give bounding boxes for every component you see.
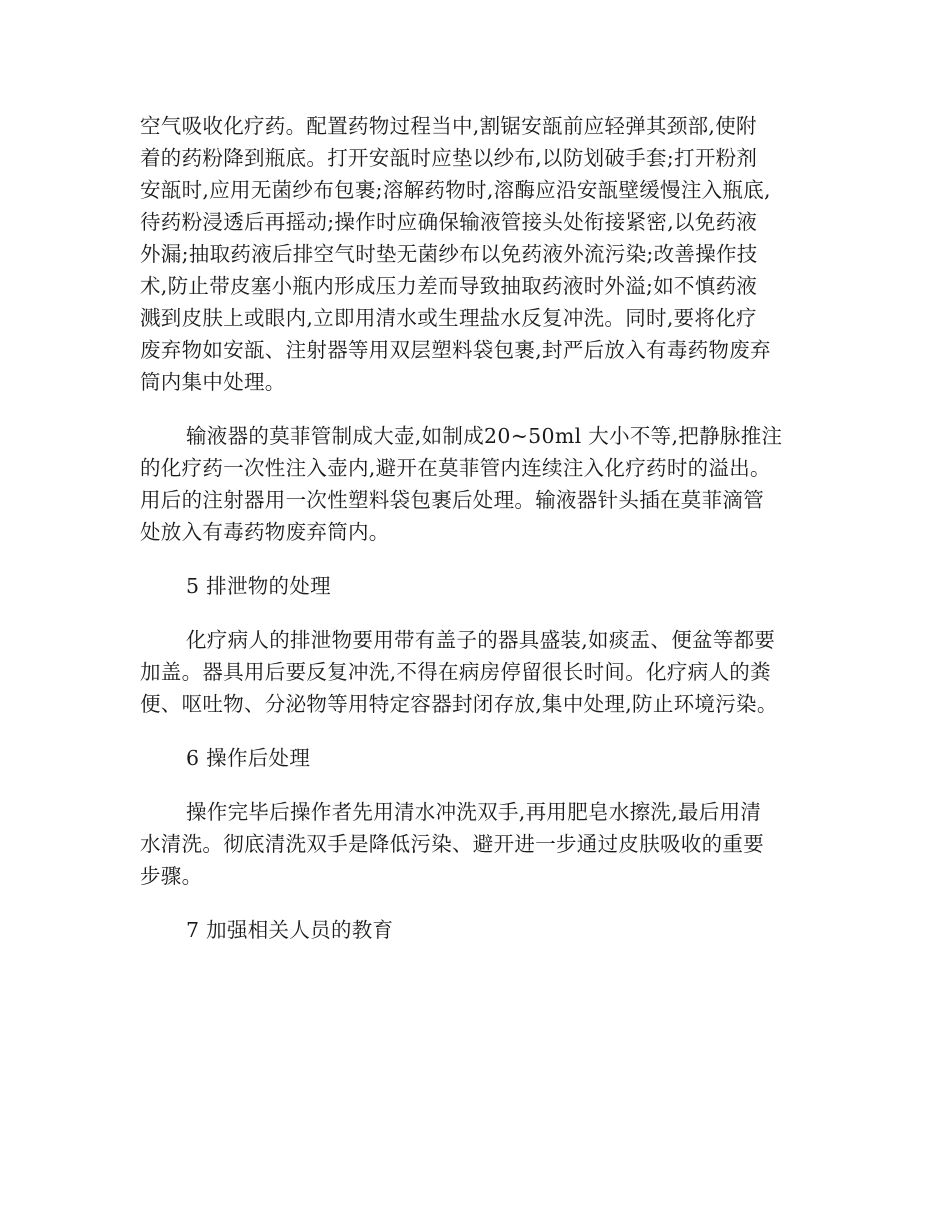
- paragraph-spacer: [140, 602, 820, 624]
- text-line: 输液器的莫菲管制成大壶,如制成20~50ml 大小不等,把静脉推注: [186, 424, 783, 448]
- text-line: 处放入有毒药物废弃筒内。: [140, 520, 390, 544]
- text-line: 加盖。器具用后要反复冲洗,不得在病房停留很长时间。化疗病人的粪: [140, 660, 771, 684]
- text-line: 用后的注射器用一次性塑料袋包裹后处理。输液器针头插在莫菲滴管: [140, 488, 764, 512]
- paragraph-spacer: [140, 774, 820, 796]
- text-line: 术,防止带皮塞小瓶内形成压力差而导致抽取药液时外溢;如不慎药液: [140, 274, 758, 298]
- text-line: 步骤。: [140, 864, 203, 888]
- text-line: 安瓿时,应用无菌纱布包裹;溶解药物时,溶酶应沿安瓿壁缓慢注入瓶底,: [140, 178, 771, 202]
- paragraph-excreta: [140, 624, 820, 720]
- text-line: 外漏;抽取药液后排空气时垫无菌纱布以免药液外流污染;改善操作技: [140, 242, 758, 266]
- text-line: 的化疗药一次性注入壶内,避开在莫菲管内连续注入化疗药时的溢出。: [140, 456, 771, 480]
- paragraph-spacer: [140, 548, 820, 570]
- paragraph-spacer: [140, 720, 820, 742]
- paragraph-safe-preparation: [140, 110, 820, 398]
- paragraph-spacer: [140, 892, 820, 914]
- text-line: 着的药粉降到瓶底。打开安瓿时应垫以纱布,以防划破手套;打开粉剂: [140, 146, 758, 170]
- section-heading-6: 6 操作后处理: [186, 746, 311, 770]
- paragraph-post-operation: [140, 796, 820, 892]
- paragraph-infusion-set: [140, 420, 820, 548]
- text-line: 空气吸收化疗药。配置药物过程当中,割锯安瓿前应轻弹其颈部,使附: [140, 114, 757, 138]
- text-line: 待药粉浸透后再摇动;操作时应确保输液管接头处衔接紧密,以免药液: [140, 210, 758, 234]
- text-line: 废弃物如安瓿、注射器等用双层塑料袋包裹,封严后放入有毒药物废弃: [140, 338, 771, 362]
- document-body: [140, 110, 820, 946]
- text-line: 操作完毕后操作者先用清水冲洗双手,再用肥皂水擦洗,最后用清: [186, 800, 762, 824]
- text-line: 化疗病人的排泄物要用带有盖子的器具盛装,如痰盂、便盆等都要: [186, 628, 776, 652]
- text-line: 水清洗。彻底清洗双手是降低污染、避开进一步通过皮肤吸收的重要: [140, 832, 764, 856]
- paragraph-spacer: [140, 398, 820, 420]
- text-line: 溅到皮肤上或眼内,立即用清水或生理盐水反复冲洗。同时,要将化疗: [140, 306, 757, 330]
- section-heading-5: 5 排泄物的处理: [186, 574, 331, 598]
- text-line: 筒内集中处理。: [140, 370, 286, 394]
- text-line: 便、呕吐物、分泌物等用特定容器封闭存放,集中处理,防止环境污染。: [140, 692, 778, 716]
- section-heading-7: 7 加强相关人员的教育: [186, 918, 394, 942]
